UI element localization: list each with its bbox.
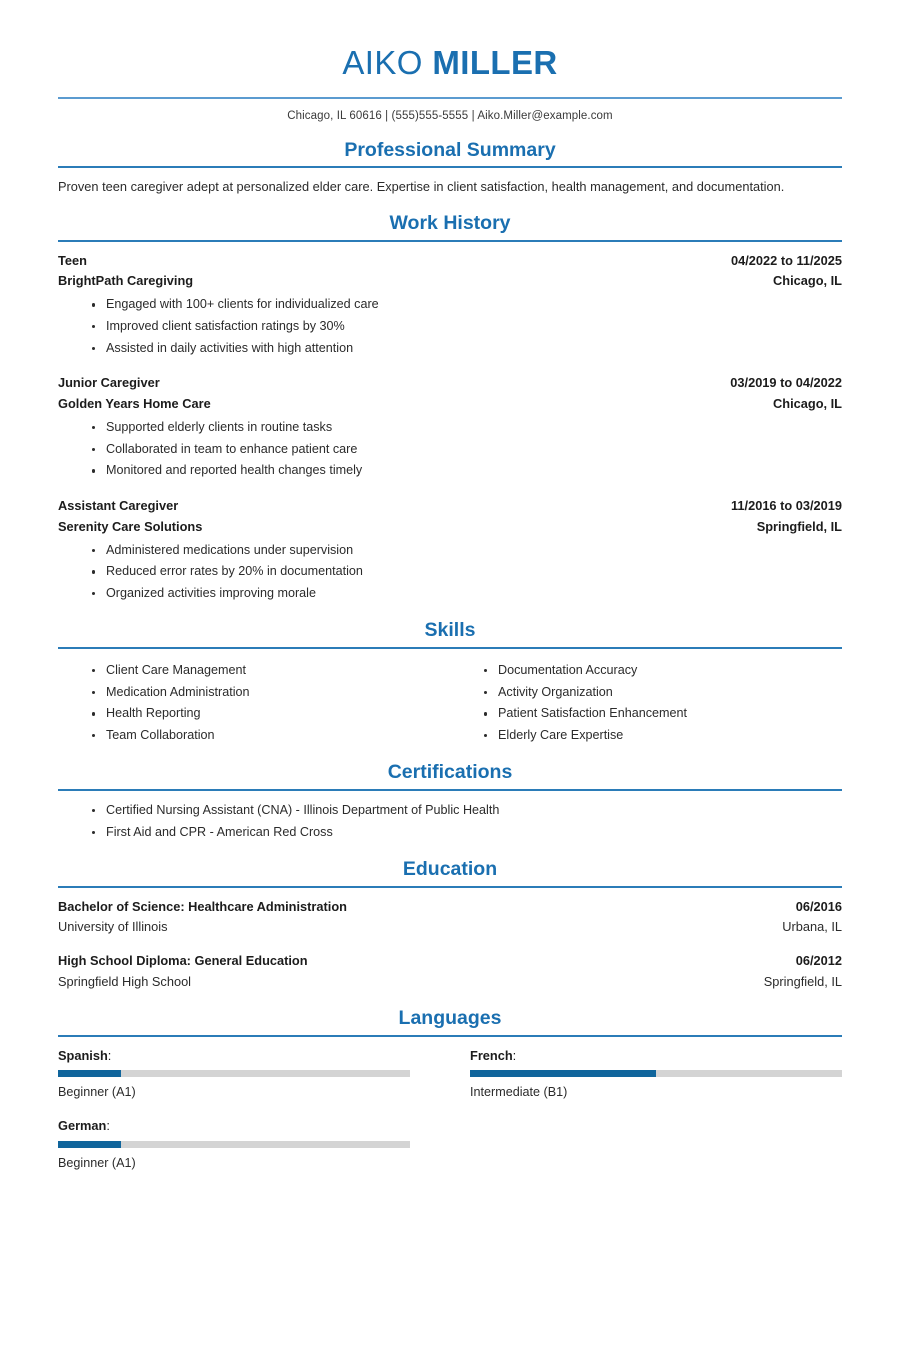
summary-text: Proven teen caregiver adept at personalized elder care. Expertise in client satisfaction, health management, and documentation.	[58, 179, 785, 195]
job-location: Springfield, IL	[756, 518, 842, 534]
job-title: Assistant Caregiver	[58, 497, 179, 513]
language-proficiency-fill	[58, 1070, 121, 1077]
language-item-spanish	[58, 1046, 450, 1103]
resume-header	[58, 0, 842, 88]
education-entry	[58, 897, 842, 938]
job-dates: 04/2022 to 11/2025	[731, 252, 842, 268]
education-school: Springfield High School	[58, 973, 192, 989]
skill-item: Medication Administration	[58, 682, 450, 704]
section-certifications	[58, 760, 842, 843]
job-bullet: Collaborated in team to enhance patient care	[58, 439, 842, 461]
candidate-name	[58, 44, 842, 82]
contact-info: Chicago, IL 60616 | (555)555-5555 | Aiko.Miller@example.com	[287, 109, 613, 122]
job-bullet: Improved client satisfaction ratings by 30%	[58, 316, 842, 338]
job-bullet-list	[58, 417, 842, 482]
section-title-education: Education	[402, 858, 498, 881]
job-title: Teen	[58, 252, 87, 268]
job-bullet: Assisted in daily activities with high attention	[58, 338, 842, 360]
certification-item: First Aid and CPR - American Red Cross	[58, 822, 842, 844]
skills-list-right	[450, 660, 842, 747]
education-date: 06/2012	[795, 952, 842, 968]
skill-item: Health Reporting	[58, 703, 450, 725]
job-bullet-list	[58, 294, 842, 359]
language-level: Beginner (A1)	[58, 1085, 136, 1100]
job-bullet: Monitored and reported health changes timely	[58, 460, 842, 482]
language-colon: :	[107, 1047, 112, 1063]
section-professional-summary	[58, 138, 842, 197]
section-divider-education	[58, 886, 842, 888]
job-bullet: Supported elderly clients in routine tasks	[58, 417, 842, 439]
job-location: Chicago, IL	[773, 396, 842, 412]
work-entry-title-row	[58, 496, 842, 517]
education-degree-row	[58, 951, 842, 972]
job-dates: 11/2016 to 03/2019	[731, 497, 842, 513]
language-name: German	[58, 1118, 107, 1134]
language-proficiency-bar	[470, 1070, 842, 1077]
section-education	[58, 857, 842, 992]
language-level: Intermediate (B1)	[470, 1085, 568, 1100]
section-divider-languages	[58, 1035, 842, 1037]
language-name-row	[58, 1046, 410, 1070]
skill-item: Documentation Accuracy	[450, 660, 842, 682]
language-name-row	[58, 1116, 410, 1140]
language-name: Spanish	[58, 1047, 108, 1063]
section-languages	[58, 1006, 842, 1187]
language-item-german	[58, 1116, 450, 1173]
language-name: French	[470, 1047, 513, 1063]
job-bullet: Reduced error rates by 20% in documentation	[58, 561, 842, 583]
job-bullet: Administered medications under supervision	[58, 540, 842, 562]
job-bullet-list	[58, 540, 842, 605]
language-level: Beginner (A1)	[58, 1155, 136, 1170]
job-location: Chicago, IL	[773, 273, 842, 289]
skill-item: Patient Satisfaction Enhancement	[450, 703, 842, 725]
education-school-row	[58, 917, 842, 938]
job-company: Serenity Care Solutions	[58, 518, 203, 534]
job-company: Golden Years Home Care	[58, 396, 211, 412]
education-school-row	[58, 972, 842, 993]
work-entry-title-row	[58, 251, 842, 272]
language-colon: :	[106, 1118, 110, 1134]
skills-column-right	[450, 658, 842, 747]
skills-column-left	[58, 658, 450, 747]
skills-list-left	[58, 660, 450, 747]
skill-item: Activity Organization	[450, 682, 842, 704]
language-colon: :	[512, 1047, 517, 1063]
section-title-summary: Professional Summary	[344, 138, 556, 161]
work-entry-company-row	[58, 394, 842, 415]
skill-item: Elderly Care Expertise	[450, 725, 842, 747]
work-entry-company-row	[58, 517, 842, 538]
last-name: MILLER	[432, 44, 558, 81]
job-dates: 03/2019 to 04/2022	[730, 375, 842, 391]
education-location: Springfield, IL	[763, 973, 842, 989]
section-title-certifications: Certifications	[387, 761, 513, 784]
section-title-skills: Skills	[424, 619, 476, 642]
section-title-work-history: Work History	[389, 212, 511, 235]
job-bullet: Engaged with 100+ clients for individualized care	[58, 294, 842, 316]
work-entry	[58, 251, 842, 360]
first-name: AIKO	[342, 44, 423, 81]
job-bullet: Organized activities improving morale	[58, 583, 842, 605]
language-item-french	[450, 1046, 842, 1103]
language-proficiency-bar	[58, 1141, 410, 1148]
language-proficiency-fill	[470, 1070, 656, 1077]
skill-item: Client Care Management	[58, 660, 450, 682]
language-proficiency-bar	[58, 1070, 410, 1077]
section-title-languages: Languages	[398, 1007, 502, 1030]
section-divider-summary	[58, 166, 842, 168]
education-school: University of Illinois	[58, 919, 168, 935]
education-degree: Bachelor of Science: Healthcare Administration	[58, 898, 347, 914]
language-proficiency-fill	[58, 1141, 121, 1148]
education-location: Urbana, IL	[782, 919, 842, 935]
education-degree: High School Diploma: General Education	[58, 952, 308, 968]
languages-grid	[58, 1046, 842, 1187]
section-divider-work-history	[58, 240, 842, 242]
section-work-history	[58, 211, 842, 604]
education-entry	[58, 951, 842, 992]
skill-item: Team Collaboration	[58, 725, 450, 747]
job-title: Junior Caregiver	[58, 375, 160, 391]
education-degree-row	[58, 897, 842, 918]
language-name-row	[470, 1046, 842, 1070]
work-entry	[58, 373, 842, 482]
section-divider-certifications	[58, 789, 842, 791]
section-divider-skills	[58, 647, 842, 649]
skills-columns	[58, 658, 842, 747]
certifications-list	[58, 800, 842, 843]
work-entry-title-row	[58, 373, 842, 394]
education-date: 06/2016	[795, 898, 842, 914]
certification-item: Certified Nursing Assistant (CNA) - Illinois Department of Public Health	[58, 800, 842, 822]
job-company: BrightPath Caregiving	[58, 273, 194, 289]
work-entry-company-row	[58, 271, 842, 292]
work-entry	[58, 496, 842, 605]
section-skills	[58, 618, 842, 746]
